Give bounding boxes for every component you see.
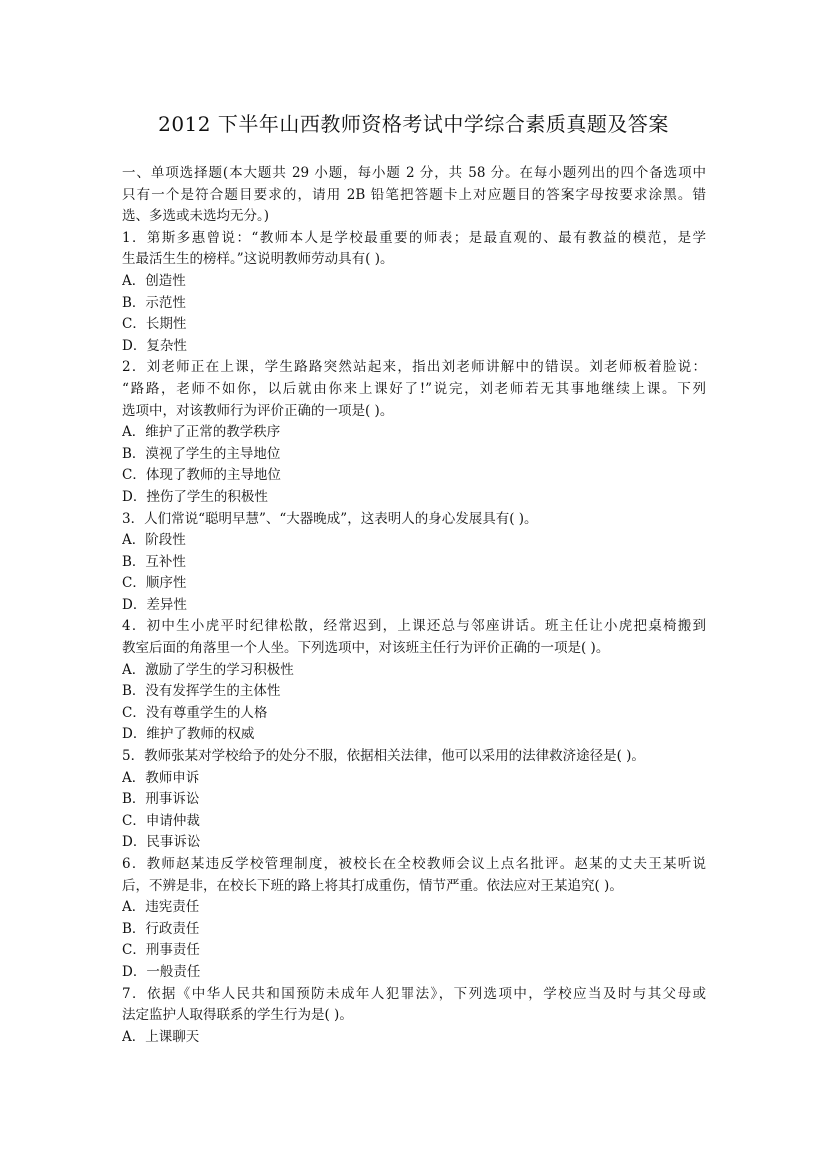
intro-line: 选、多选或未选均无分。) (122, 208, 270, 225)
answer-option: D．一般责任 (122, 963, 201, 980)
intro-line: 只有一个是符合题目要求的，请用 2B 铅笔把答题卡上对应题目的答案字母按要求涂黑。错 (122, 186, 706, 203)
answer-option: D．挫伤了学生的积极性 (122, 488, 268, 505)
answer-option: A．教师申诉 (122, 769, 200, 786)
answer-option: B．刑事诉讼 (122, 791, 200, 808)
answer-option: A．阶段性 (122, 532, 186, 549)
answer-option: B．示范性 (122, 294, 186, 311)
answer-option: A．创造性 (122, 272, 186, 289)
question-3 (122, 509, 706, 617)
question-2 (122, 357, 706, 508)
page-title: 2012 下半年山西教师资格考试中学综合素质真题及答案 (158, 112, 669, 136)
intro-line: 一、单项选择题(本大题共 29 小题，每小题 2 分，共 58 分。在每小题列出的四个备选项中 (122, 165, 706, 181)
document-body (122, 163, 706, 1048)
answer-option: D．维护了教师的权威 (122, 726, 255, 743)
answer-option: A．激励了学生的学习积极性 (122, 661, 294, 678)
answer-option: D．差异性 (122, 596, 187, 613)
answer-option: B．没有发挥学生的主体性 (122, 683, 281, 700)
question-5 (122, 746, 706, 854)
question-4 (122, 616, 706, 746)
question-stem-line: “路路，老师不如你，以后就由你来上课好了!”说完，刘老师若无其事地继续上课。下列 (122, 380, 706, 397)
answer-option: D．民事诉讼 (122, 834, 201, 851)
answer-option: C．体现了教师的主导地位 (122, 467, 281, 484)
answer-option: C．刑事责任 (122, 942, 200, 959)
answer-option: A．维护了正常的教学秩序 (122, 424, 281, 441)
answer-option: C．顺序性 (122, 575, 187, 592)
answer-option: A．违宪责任 (122, 899, 200, 916)
answer-option: B．行政责任 (122, 920, 200, 937)
question-stem-line: 教室后面的角落里一个人坐。下列选项中，对该班主任行为评价正确的一项是( )。 (122, 640, 610, 657)
answer-option: C．申请仲裁 (122, 812, 200, 829)
question-stem-line: 3．人们常说“聪明早慧”、“大器晚成”，这表明人的身心发展具有( )。 (122, 510, 538, 527)
answer-option: B．互补性 (122, 553, 186, 570)
question-stem-line: 4．初中生小虎平时纪律松散，经常迟到，上课还总与邻座讲话。班主任让小虎把桌椅搬到 (122, 618, 706, 635)
answer-option: B．漠视了学生的主导地位 (122, 445, 281, 462)
question-6 (122, 854, 706, 984)
answer-option: A．上课聊天 (122, 1028, 200, 1045)
question-stem-line: 生最活生生的榜样。”这说明教师劳动具有( )。 (122, 251, 394, 268)
question-7 (122, 984, 706, 1049)
answer-option: C．没有尊重学生的人格 (122, 704, 268, 721)
question-stem-line: 5．教师张某对学校给予的处分不服，依据相关法律，他可以采用的法律救济途径是( )。 (122, 748, 645, 765)
question-stem-line: 7．依据《中华人民共和国预防未成年人犯罪法》，下列选项中，学校应当及时与其父母或 (122, 985, 706, 1002)
section-intro (122, 163, 706, 228)
question-stem-line: 法定监护人取得联系的学生行为是( )。 (122, 1007, 353, 1024)
answer-option: C．长期性 (122, 316, 187, 333)
question-stem-line: 后，不辨是非，在校长下班的路上将其打成重伤，情节严重。依法应对王某追究( )。 (122, 877, 623, 894)
question-1 (122, 228, 706, 358)
question-stem-line: 1．第斯多惠曾说：“教师本人是学校最重要的师表；是最直观的、最有教益的模范，是学 (122, 229, 706, 246)
question-stem-line: 选项中，对该教师行为评价正确的一项是( )。 (122, 402, 394, 419)
question-stem-line: 2．刘老师正在上课，学生路路突然站起来，指出刘老师讲解中的错误。刘老师板着脸说： (122, 359, 706, 376)
question-stem-line: 6．教师赵某违反学校管理制度，被校长在全校教师会议上点名批评。赵某的丈夫王某听说 (122, 856, 706, 872)
answer-option: D．复杂性 (122, 337, 187, 354)
